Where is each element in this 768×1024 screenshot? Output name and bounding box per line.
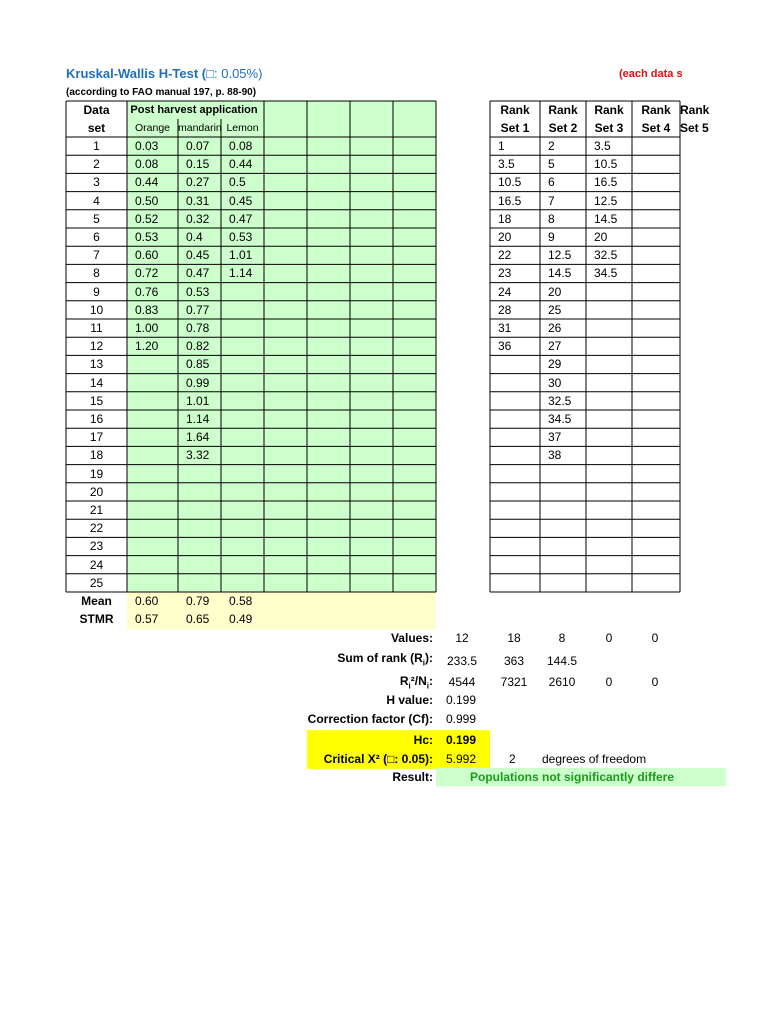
row-number: 12 (89, 339, 104, 354)
rank-header-bottom: Set 3 (594, 121, 624, 135)
orange-value: 0.83 (135, 302, 159, 317)
column-header-mandarin: mandarin (178, 122, 222, 134)
row-number: 10 (89, 302, 104, 317)
row-number: 15 (89, 393, 104, 408)
rank-set1-value: 31 (498, 321, 512, 335)
mandarin-value: 0.07 (186, 139, 210, 153)
values-cell: 0 (651, 631, 659, 645)
orange-value: 0.08 (135, 157, 159, 172)
data-set-header-bottom: set (87, 121, 106, 135)
label-part: Correction factor (Cf): (307, 711, 433, 726)
row-number: 21 (89, 503, 104, 517)
rank-set2-value: 38 (548, 448, 562, 463)
sum-rank-cell: 233.5 (446, 654, 478, 669)
lemon-value: 1.14 (229, 266, 253, 281)
result-label (392, 768, 433, 786)
row-number: 5 (93, 211, 100, 226)
lemon-value: 0.44 (229, 157, 253, 172)
values-cell: 12 (455, 631, 469, 645)
rank-set2-value: 14.5 (548, 266, 572, 281)
label-part: : (429, 674, 433, 689)
orange-value: 0.53 (135, 230, 159, 244)
mandarin-value: 0.77 (186, 302, 210, 317)
orange-value: 0.50 (135, 193, 159, 208)
stmr-mandarin-value: 0.65 (186, 612, 210, 627)
row-number: 16 (89, 412, 104, 426)
row-number: 24 (89, 557, 104, 572)
subscript: i (408, 681, 411, 691)
rank-set2-value: 20 (548, 284, 562, 299)
row-number: 8 (93, 266, 100, 281)
data-set-header-top: Data (83, 103, 110, 117)
row-number: 4 (93, 193, 100, 208)
note-text: (each data s (619, 68, 683, 80)
rank-set2-value: 32.5 (548, 393, 572, 408)
sum-rank-cell: 144.5 (546, 654, 578, 669)
label-part: ): (425, 651, 433, 666)
mean-lemon-value: 0.58 (229, 594, 253, 608)
mandarin-value: 0.31 (186, 193, 210, 208)
label-part: Sum of rank (R (337, 651, 423, 666)
mandarin-value: 1.64 (186, 430, 210, 445)
rank-set1-value: 16.5 (498, 193, 522, 208)
row-number: 2 (93, 157, 100, 172)
mandarin-value: 1.14 (186, 412, 210, 426)
row-number: 14 (89, 375, 104, 390)
rank-set2-value: 27 (548, 339, 562, 354)
rank-set2-value: 7 (548, 193, 555, 208)
rank-header-top: Rank (680, 103, 710, 117)
label-part: H value: (386, 692, 433, 707)
rank-header-top: Rank (594, 103, 624, 117)
mandarin-value: 0.4 (186, 230, 203, 244)
rank-header-bottom: Set 2 (548, 121, 578, 135)
mean-orange-value: 0.60 (135, 594, 159, 608)
lemon-value: 0.45 (229, 193, 253, 208)
row-number: 1 (93, 139, 100, 153)
rank-set3-value: 34.5 (594, 266, 618, 281)
values-label (391, 629, 433, 647)
rank-header-bottom: Set 1 (500, 121, 530, 135)
rank-set1-value: 3.5 (498, 157, 515, 172)
rank-set1-value: 1 (498, 139, 505, 153)
mean-mandarin-value: 0.79 (186, 594, 210, 608)
lemon-value: 1.01 (229, 248, 253, 263)
rank-set1-value: 28 (498, 302, 512, 317)
ri2-cell: 0 (651, 675, 659, 690)
row-number: 23 (89, 539, 104, 554)
correction-factor-label (308, 710, 433, 728)
mandarin-value: 0.78 (186, 321, 210, 335)
hc-label (414, 731, 433, 749)
label-part: Critical X² (□: 0.05): (323, 751, 433, 766)
result-value: Populations not significantly differe (470, 769, 675, 784)
mandarin-value: 3.32 (186, 448, 210, 463)
mandarin-value: 0.27 (186, 175, 210, 190)
rank-set2-value: 34.5 (548, 412, 572, 426)
rank-header-bottom: Set 4 (641, 121, 671, 135)
row-number: 17 (89, 430, 104, 445)
row-number: 6 (93, 230, 100, 244)
ri2-cell: 7321 (500, 675, 528, 690)
stmr-orange-value: 0.57 (135, 612, 159, 627)
label-part: R (399, 674, 409, 689)
rank-set1-value: 24 (498, 284, 512, 299)
label-part: Hc: (413, 733, 433, 748)
rank-set2-value: 25 (548, 302, 562, 317)
mandarin-value: 0.32 (186, 211, 210, 226)
correction-factor-value: 0.999 (446, 711, 477, 726)
orange-value: 0.52 (135, 211, 159, 226)
rank-set3-value: 16.5 (594, 175, 618, 190)
hc-value: 0.199 (446, 733, 477, 748)
orange-value: 0.76 (135, 284, 159, 299)
rank-set2-value: 2 (548, 139, 555, 153)
rank-set2-value: 29 (548, 357, 562, 372)
h-value: 0.199 (446, 692, 477, 707)
subscript: i (422, 658, 425, 668)
rank-header-top: Rank (641, 103, 671, 117)
label-part: ²/N (410, 674, 427, 689)
rank-set2-value: 5 (548, 157, 555, 172)
orange-value: 0.44 (135, 175, 159, 190)
column-header-orange: Orange (134, 122, 171, 134)
lemon-value: 0.47 (229, 211, 253, 226)
row-number: 9 (93, 284, 100, 299)
sum-rank-label (337, 649, 433, 672)
rank-header-top: Rank (548, 103, 578, 117)
values-cell: 8 (558, 631, 566, 645)
rank-set3-value: 3.5 (594, 139, 611, 153)
label-part: Result: (392, 769, 433, 784)
mandarin-value: 0.15 (186, 157, 210, 172)
lemon-value: 0.53 (229, 230, 253, 244)
mandarin-value: 0.53 (186, 284, 210, 299)
page-title: Kruskal-Wallis H-Test (□: 0.05%) (66, 66, 263, 81)
rank-set1-value: 22 (498, 248, 512, 263)
rank-set2-value: 8 (548, 211, 555, 226)
row-number: 13 (89, 357, 104, 372)
orange-value: 0.72 (135, 266, 159, 281)
orange-value: 1.00 (135, 321, 159, 335)
rank-set1-value: 20 (498, 230, 512, 244)
mandarin-value: 0.47 (186, 266, 210, 281)
rank-set3-value: 32.5 (594, 248, 618, 263)
lemon-value: 0.08 (229, 139, 253, 153)
stmr-lemon-value: 0.49 (229, 612, 253, 627)
rank-set3-value: 14.5 (594, 211, 618, 226)
rank-set2-value: 30 (548, 375, 562, 390)
row-number: 19 (89, 466, 104, 481)
lemon-value: 0.5 (229, 175, 246, 190)
rank-set1-value: 18 (498, 211, 512, 226)
ri2-cell: 0 (605, 675, 613, 690)
mandarin-value: 0.82 (186, 339, 210, 354)
rank-set2-value: 6 (548, 175, 555, 190)
mean-label: Mean (81, 594, 112, 608)
orange-value: 1.20 (135, 339, 159, 354)
rank-set3-value: 12.5 (594, 193, 618, 208)
mandarin-value: 0.99 (186, 375, 210, 390)
ri2-cell: 4544 (448, 675, 476, 690)
rank-set3-value: 10.5 (594, 157, 618, 172)
rank-set1-value: 36 (498, 339, 512, 354)
mandarin-value: 0.45 (186, 248, 210, 263)
sum-rank-cell: 363 (503, 654, 525, 669)
dof-value: 2 (509, 751, 516, 766)
row-number: 25 (89, 575, 104, 590)
column-header-lemon: Lemon (226, 122, 259, 134)
row-number: 22 (89, 521, 104, 536)
mandarin-value: 0.85 (186, 357, 210, 372)
values-cell: 18 (507, 631, 521, 645)
symbol-glyph: □ (206, 66, 214, 81)
subtitle: (according to FAO manual 197, p. 88-90) (66, 87, 257, 98)
orange-value: 0.60 (135, 248, 159, 263)
label-part: Values: (390, 631, 433, 645)
ri2-cell: 2610 (548, 675, 576, 690)
row-number: 20 (89, 484, 104, 499)
mandarin-value: 1.01 (186, 393, 210, 408)
rank-set2-value: 26 (548, 321, 562, 335)
row-number: 3 (93, 175, 100, 190)
rank-set1-value: 23 (498, 266, 512, 281)
h-value-label (386, 691, 433, 709)
stmr-label: STMR (79, 612, 114, 627)
critical-value: 5.992 (446, 751, 477, 766)
rank-set3-value: 20 (594, 230, 608, 244)
row-number: 18 (89, 448, 104, 463)
rank-set2-value: 37 (548, 430, 562, 445)
dof-label: degrees of freedom (542, 751, 647, 766)
rank-set1-value: 10.5 (498, 175, 522, 190)
orange-value: 0.03 (135, 139, 159, 153)
rank-set2-value: 9 (548, 230, 555, 244)
row-number: 11 (90, 321, 103, 335)
rank-set2-value: 12.5 (548, 248, 572, 263)
critical-label (324, 750, 433, 768)
subscript: i (426, 681, 429, 691)
rank-header-bottom: Set 5 (680, 121, 709, 135)
group-header: Post harvest application (130, 104, 258, 116)
row-number: 7 (93, 248, 100, 263)
values-cell: 0 (605, 631, 613, 645)
rank-header-top: Rank (500, 103, 530, 117)
